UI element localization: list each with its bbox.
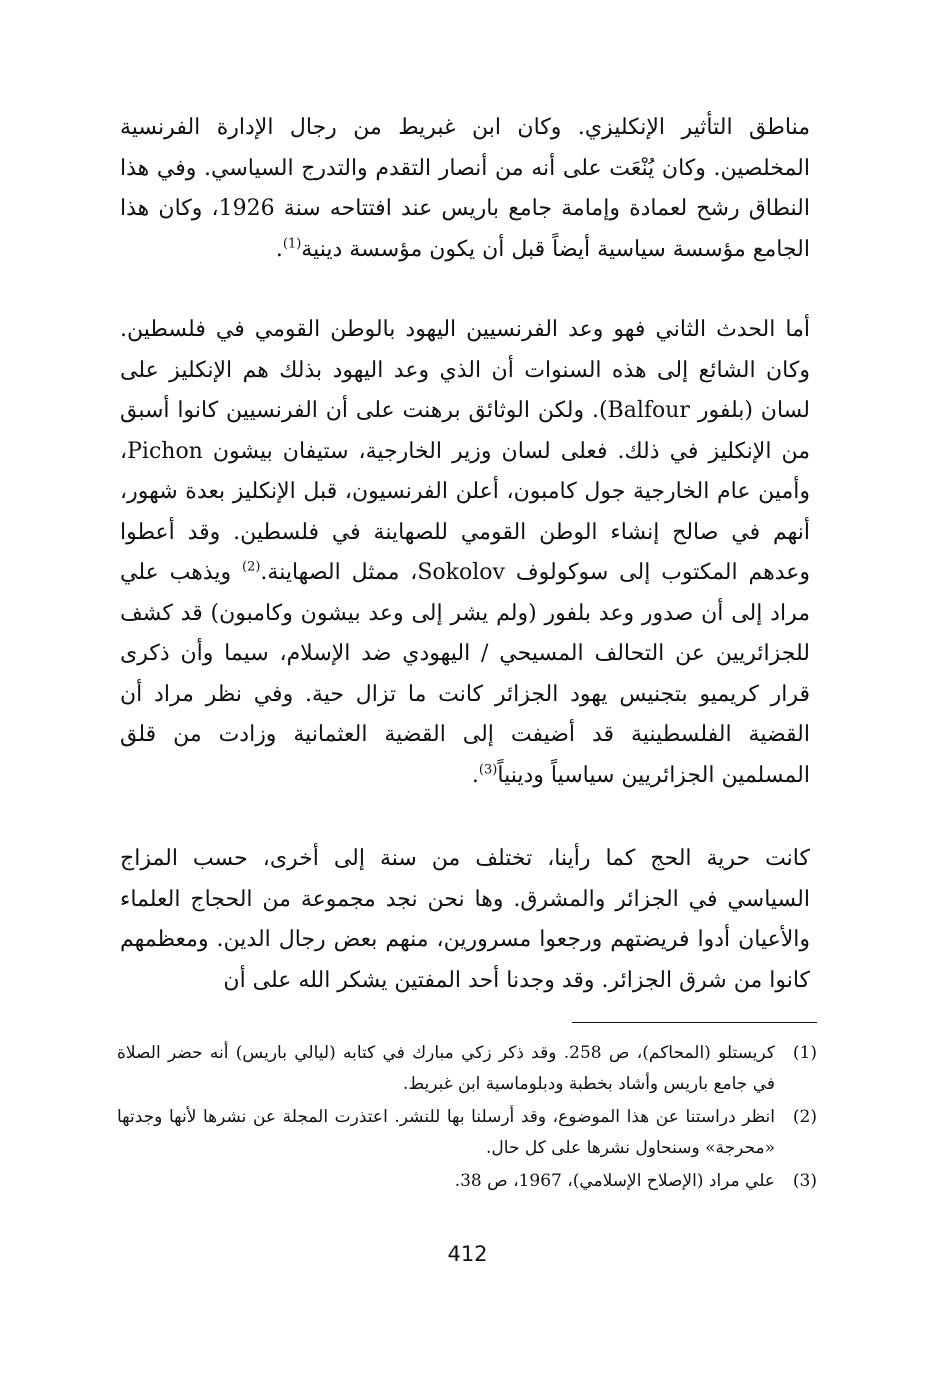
footnote-text: كريستلو (المحاكم)، ص 258. وقد ذكر زكي مبارك في كتابه (ليالي باريس) أنه حضر الصلاة في جامع باريس وأشاد بخطبة ودبلوماسية ابن غبريط. [117,1043,776,1094]
footnote-text: علي مراد (الإصلاح الإسلامي)، 1967، ص 38. [454,1171,775,1191]
footnote-ref-3[interactable]: (3) [478,762,498,778]
paragraph-2-text-b: ويذهب علي مراد إلى أن صدور وعد بلفور (ولم يشر إلى وعد بيشون وكامبون) قد كشف للجزائريين عن التحالف المسيحي / اليهودي ضد الإسلام، سيما وأن ذكرى قرار كريميو بتجنيس يهود الجزائر كانت ما تزال حية. وفي نظر مراد أن القضية الفلسطينية قد أضيفت إلى القضية العثمانية وزادت من قلق المسلمين الجزائريين سياسياً ودينياً [120,560,810,788]
paragraph-3 [120,839,810,1001]
page-number: 412 [447,1242,488,1266]
footnote-number: (3) [792,1171,817,1191]
paragraph-1 [120,108,810,270]
paragraph-2-text-a: أما الحدث الثاني فهو وعد الفرنسيين اليهود بالوطن القومي في فلسطين. وكان الشائع إلى هذه السنوات أن الذي وعد اليهود بذلك هم الإنكليز على لسان (بلفور Balfour). ولكن الوثائق برهنت على أن الفرنسيين كانوا أسبق من الإنكليز في ذلك. فعلى لسان وزير الخارجية، ستيفان بيشون Pichon، وأمين عام الخارجية جول كامبون، أعلن الفرنسيون، قبل الإنكليز بعدة شهور، أنهم في صالح إنشاء الوطن القومي للصهاينة في فلسطين. وقد أعطوا وعدهم المكتوب إلى سوكولوف Sokolov، ممثل الصهاينة. [120,317,810,585]
footnote-1 [117,1038,817,1100]
paragraph-1-end: . [275,236,283,262]
footnotes-list [117,1038,817,1199]
footnote-ref-2[interactable]: (2) [241,559,261,575]
footnote-number: (1) [792,1043,817,1063]
footnote-ref-1[interactable]: (1) [282,236,302,252]
footnote-separator [572,1022,817,1023]
footnote-number: (2) [792,1107,817,1127]
footnote-2 [117,1102,817,1164]
footnote-3 [117,1166,817,1197]
paragraph-1-text: مناطق التأثير الإنكليزي. وكان ابن غبريط من رجال الإدارة الفرنسية المخلصين. وكان يُنْعَت على أنه من أنصار التقدم والتدرج السياسي. وفي هذا النطاق رشح لعمادة وإمامة جامع باريس عند افتتاحه سنة 1926، وكان هذا الجامع مؤسسة سياسية أيضاً قبل أن يكون مؤسسة دينية [120,115,810,262]
footnote-text: انظر دراستنا عن هذا الموضوع، وقد أرسلنا بها للنشر. اعتذرت المجلة عن نشرها لأنها وجدتها «محرجة» وسنحاول نشرها على كل حال. [117,1107,775,1158]
paragraph-3-text: كانت حرية الحج كما رأينا، تختلف من سنة إلى أخرى، حسب المزاج السياسي في الجزائر والمشرق. وها نحن نجد مجموعة من الحجاج العلماء والأعيان أدوا فريضتهم ورجعوا مسرورين، منهم بعض رجال الدين. ومعظمهم كانوا من شرق الجزائر. وقد وجدنا أحد المفتين يشكر الله على أن [120,846,810,993]
paragraph-2 [120,310,810,796]
paragraph-2-end: . [471,762,479,788]
